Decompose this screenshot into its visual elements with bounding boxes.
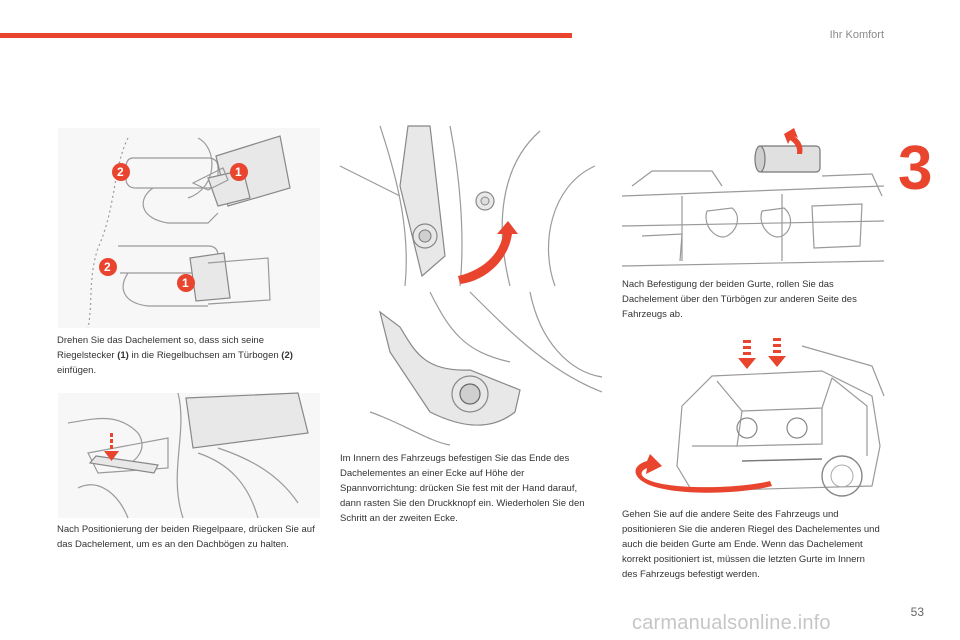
section-title: Ihr Komfort <box>829 29 884 41</box>
badge-two-top-label: 2 <box>117 165 124 179</box>
instruction-step-2: Nach Positionierung der beiden Riegelpaare, drücken Sie auf das Dachelement, um es an den Dachbögen zu halten. <box>57 524 315 550</box>
badge-two-bottom-label: 2 <box>104 260 111 274</box>
step-1-text-start: Drehen Sie das Dachelement so, dass sich seine Riegelstecker <box>57 335 265 361</box>
rolled-roof-car-illustration <box>622 126 884 276</box>
instruction-step-5: Gehen Sie auf die andere Seite des Fahrzeugs und positionieren Sie die anderen Riegel des Dachelementes und auch die beiden Gurte am Ende. Wenn das Dachelement korrekt positioniert ist, müssen die letzten Gurte im Innern des Fahrzeugs befestigt werden. <box>622 509 880 580</box>
instruction-step-4: Nach Befestigung der beiden Gurte, rollen Sie das Dachelement über den Türbögen zur anderen Seite des Fahrzeugs ab. <box>622 279 857 320</box>
step-1-text-end: einfügen. <box>57 365 97 376</box>
step-1-ref-latch: (1) <box>117 350 129 361</box>
latch-insertion-illustration <box>58 128 320 328</box>
watermark-text: carmanualsonline.info <box>632 612 831 634</box>
press-roof-illustration <box>58 393 320 518</box>
interior-corner-illustration <box>340 126 602 286</box>
press-arrow-left <box>738 340 756 369</box>
step-1-text-middle: in die Riegelbuchsen am Türbogen <box>128 350 282 361</box>
page-number: 53 <box>910 605 924 619</box>
rolled-roof-element <box>755 146 820 172</box>
badge-one-top-label: 1 <box>235 165 242 179</box>
badge-one-bottom-label: 1 <box>182 276 189 290</box>
rotate-arrow-up <box>458 221 518 284</box>
header-accent-bar <box>0 33 572 38</box>
instruction-step-1 <box>57 333 317 378</box>
instruction-step-3: Im Innern des Fahrzeugs befestigen Sie das Ende des Dachelementes an einer Ecke auf Höhe der Spannvorrichtung: drücken Sie fest mit der Hand darauf, dann rasten Sie den Druckknopf ein. Wiederholen Sie den Schritt an der zweiten Ecke. <box>340 453 585 524</box>
press-arrow-right <box>768 338 786 367</box>
car-front-illustration <box>622 336 884 506</box>
snap-button-illustration <box>370 292 602 445</box>
walk-around-arrow <box>636 454 772 493</box>
step-1-ref-arch: (2) <box>281 350 293 361</box>
chapter-number: 3 <box>898 134 933 203</box>
